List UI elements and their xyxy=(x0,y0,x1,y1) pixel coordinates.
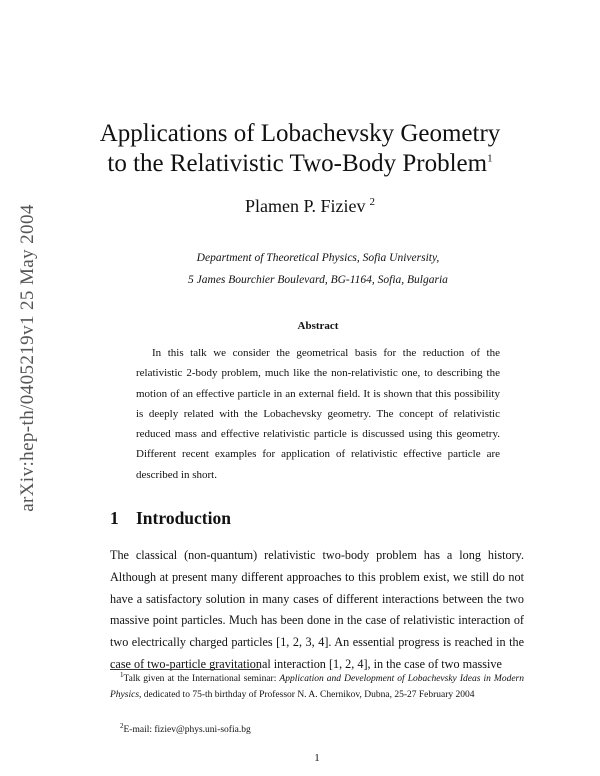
author-name: Plamen P. Fiziev xyxy=(245,196,366,216)
affiliation-line-1: Department of Theoretical Physics, Sofia University, xyxy=(196,252,440,264)
paper-title-line-2 xyxy=(0,149,600,179)
footnote-2-email: E-mail: fiziev@phys.uni-sofia.bg xyxy=(123,725,251,735)
abstract-heading: Abstract xyxy=(297,320,339,332)
affiliation xyxy=(0,247,600,291)
abstract-body: In this talk we consider the geometrical basis for the reduction of the relativistic 2-body problem, much like the non-relativistic one, to describing the motion of an effective particle in an external field. It is shown that this possibility is deeply related with the Lobachevsky geometry. The concept of relativistic reduced mass and effective relativistic particle is discussed using this geometry. Different recent examples for application of relativistic effective particle are described in short. xyxy=(136,347,500,481)
paper-title xyxy=(0,119,600,179)
title-footnote-mark: 1 xyxy=(487,152,493,165)
footnote-1-mark: 1 xyxy=(120,670,124,679)
footnote-2-mark: 2 xyxy=(120,721,124,730)
paper-title-line-1: Applications of Lobachevsky Geometry xyxy=(99,120,501,147)
footnote-1-seminar-title: Application and Development of Lobachevsky Ideas in Modern Physics xyxy=(110,674,524,700)
section-heading-introduction xyxy=(110,508,231,529)
page-number: 1 xyxy=(314,752,320,764)
footnote-1-suffix: , dedicated to 75-th birthday of Professor N. A. Chernikov, Dubna, 25-27 February 2004 xyxy=(139,690,475,700)
author-footnote-mark: 2 xyxy=(369,196,375,208)
section-title: Introduction xyxy=(136,508,231,528)
affiliation-line-2: 5 James Bourchier Boulevard, BG-1164, Sofia, Bulgaria xyxy=(188,274,448,286)
arxiv-identifier-text: arXiv:hep-th/0405219v1 25 May 2004 xyxy=(17,203,39,512)
section-number: 1 xyxy=(110,508,119,528)
footnote-2 xyxy=(110,722,524,738)
author xyxy=(0,196,600,217)
paper-title-line-2-text: to the Relativistic Two-Body Problem xyxy=(107,150,488,177)
footnote-divider xyxy=(110,669,260,670)
introduction-paragraph: The classical (non-quantum) relativistic two-body problem has a long history. Although at present many different approaches to this problem exist, we still do not have a satisfactory solution in many cases of different interactions between the two massive point particles. Much has been done in the case of relativistic interaction of two electrically charged particles [1, 2, 3, 4]. An essential progress is reached in the case of two-particle gravitational interaction [1, 2, 4], in the case of two massive xyxy=(110,548,524,671)
footnote-1-prefix: Talk given at the International seminar: xyxy=(123,674,280,684)
footnote-1 xyxy=(110,671,524,703)
